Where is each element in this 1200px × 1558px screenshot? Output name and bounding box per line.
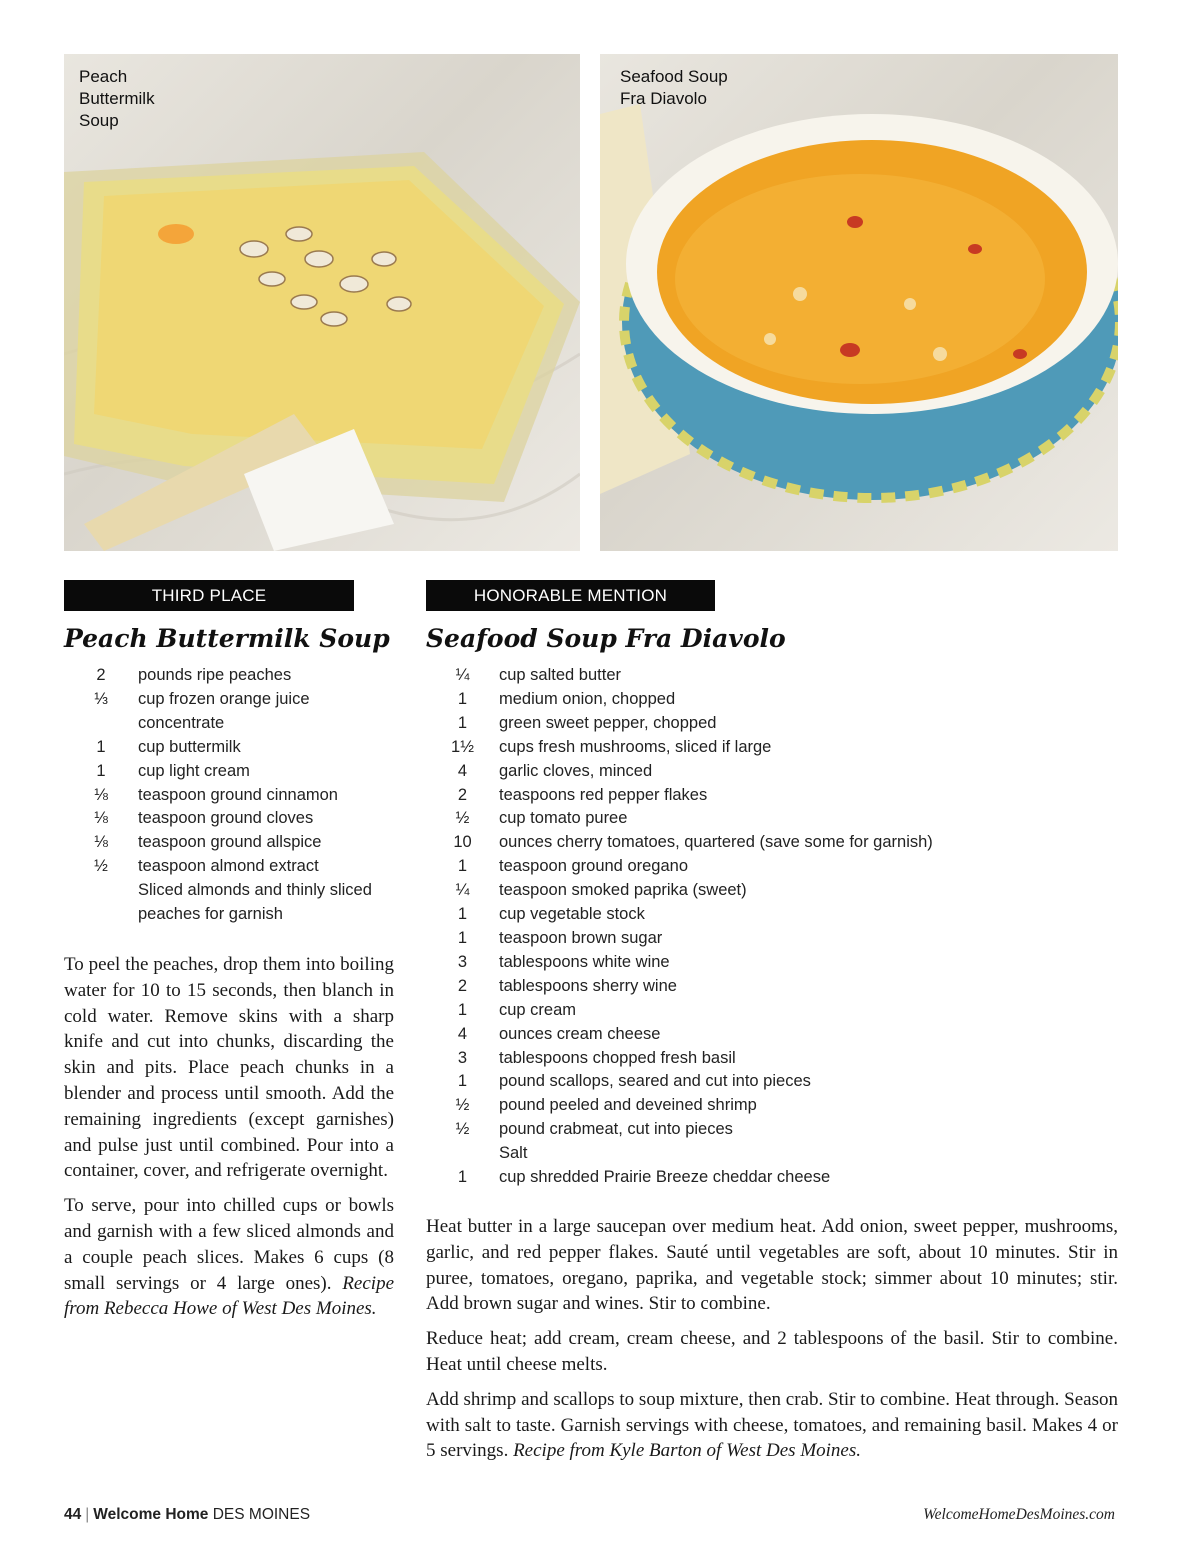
ingredient-row	[64, 831, 404, 855]
ingredient-qty: 1	[457, 1000, 468, 1019]
ingredient-qty: ½	[94, 857, 108, 876]
ingredient-qty: ⅛	[94, 809, 108, 828]
ingredient-row	[426, 1023, 1118, 1047]
ingredient-qty: ¼	[455, 881, 470, 900]
ingredient-row	[426, 855, 1118, 879]
ingredient-row	[64, 855, 404, 879]
ingredient-row	[64, 664, 404, 688]
ingredient-row	[426, 807, 1118, 831]
ingredient-row	[426, 712, 1118, 736]
ingredient-row	[426, 927, 1118, 951]
recipe-credit: Recipe from Kyle Barton of West Des Moines.	[513, 1440, 861, 1462]
ingredient-text: Sliced almonds and thinly sliced	[138, 881, 372, 900]
ingredient-text: garlic cloves, minced	[499, 761, 653, 780]
ingredient-text: teaspoon ground cloves	[138, 809, 314, 828]
serving-text: To serve, pour into chilled cups or bowls and garnish with a few sliced almonds and a couple peach slices. Makes 6 cups (8 small servings or 4 large ones).	[64, 1195, 394, 1294]
seafood-soup-illustration	[600, 54, 1118, 551]
ingredient-text: cup shredded Prairie Breeze cheddar cheese	[499, 1168, 831, 1187]
seafood-ingredient-list	[426, 664, 1118, 1190]
ingredient-text: cup buttermilk	[138, 737, 241, 756]
ingredient-row	[426, 1047, 1118, 1071]
peach-soup-photo	[64, 54, 580, 551]
ingredient-qty: ⅓	[94, 689, 108, 708]
ingredient-row	[426, 736, 1118, 760]
ingredient-row	[426, 1070, 1118, 1094]
ingredient-qty: 3	[457, 952, 468, 971]
ingredient-row	[64, 712, 404, 736]
ingredient-text: tablespoons sherry wine	[499, 976, 677, 995]
ingredient-row	[426, 999, 1118, 1023]
ingredient-row	[64, 903, 404, 927]
ingredient-text: teaspoon brown sugar	[499, 928, 663, 947]
ingredient-row	[426, 831, 1118, 855]
ingredient-qty	[64, 712, 138, 736]
ingredient-qty: ¼	[455, 666, 470, 684]
ingredient-qty: 1	[457, 857, 468, 876]
ingredient-qty: 1	[457, 1072, 468, 1091]
ingredient-text: teaspoon ground cinnamon	[138, 785, 338, 804]
ingredient-text: green sweet pepper, chopped	[499, 713, 717, 732]
peach-directions-paragraph	[64, 1193, 394, 1322]
ingredient-qty: ½	[455, 1096, 470, 1115]
ingredient-text: peaches for garnish	[138, 905, 283, 924]
ingredient-row	[64, 807, 404, 831]
ingredient-qty: ⅛	[94, 785, 108, 804]
peach-ingredient-list	[64, 664, 404, 927]
page-footer	[64, 1506, 310, 1524]
honorable-mention-ribbon: HONORABLE MENTION	[426, 580, 715, 611]
ingredient-row	[426, 784, 1118, 808]
ingredient-text: Salt	[499, 1144, 528, 1163]
magazine-city: DES MOINES	[212, 1506, 311, 1523]
ingredient-row	[64, 736, 404, 760]
seafood-directions-paragraph: Heat butter in a large saucepan over medium heat. Add onion, sweet pepper, mushrooms, garlic, and red pepper flakes. Sauté until vegetables are soft, about 10 minutes. Stir in puree, tomatoes, oregano, paprika, and vegetable stock; simmer about 10 minutes; stir. Add brown sugar and wines. Stir to combine.	[426, 1216, 1118, 1315]
ingredient-qty: ½	[455, 809, 470, 828]
ingredient-row	[426, 951, 1118, 975]
seafood-directions-paragraph	[426, 1387, 1118, 1464]
photo-caption-seafood: Seafood Soup Fra Diavolo	[620, 67, 728, 108]
ingredient-text: cup vegetable stock	[499, 905, 645, 924]
ingredient-text: tablespoons white wine	[499, 952, 670, 971]
ingredient-row	[64, 688, 404, 712]
ingredient-text: teaspoon ground allspice	[138, 833, 322, 852]
ingredient-qty: 4	[457, 761, 468, 780]
ingredient-text: ounces cream cheese	[499, 1024, 661, 1043]
ingredient-qty: 1	[457, 1168, 468, 1187]
ingredient-text: pound crabmeat, cut into pieces	[499, 1120, 733, 1139]
ingredient-qty	[64, 879, 138, 903]
third-place-ribbon: THIRD PLACE	[64, 580, 354, 611]
ingredient-text: cup light cream	[138, 761, 250, 780]
ingredient-qty: 1	[457, 689, 468, 708]
photo-caption-peach: Peach Buttermilk Soup	[79, 67, 155, 130]
ingredient-text: pound scallops, seared and cut into pieces	[499, 1072, 811, 1091]
ingredient-qty: 4	[457, 1024, 468, 1043]
ingredient-text: concentrate	[138, 713, 225, 732]
seafood-soup-photo	[600, 54, 1118, 551]
ingredient-row	[426, 1166, 1118, 1190]
ingredient-qty	[64, 903, 138, 927]
ingredient-qty: 1	[96, 761, 106, 780]
ingredient-row	[426, 1118, 1118, 1142]
ingredient-text: ounces cherry tomatoes, quartered (save some for garnish)	[499, 833, 933, 852]
ingredient-text: medium onion, chopped	[499, 689, 676, 708]
website-url: WelcomeHomeDesMoines.com	[923, 1506, 1115, 1523]
ingredient-row	[426, 1094, 1118, 1118]
ingredient-text: pound peeled and deveined shrimp	[499, 1096, 757, 1115]
ingredient-qty: 1	[457, 928, 468, 947]
ingredient-text: tablespoons chopped fresh basil	[499, 1048, 736, 1067]
ingredient-text: cup salted butter	[499, 666, 621, 684]
seafood-directions-paragraph: Reduce heat; add cream, cream cheese, and 2 tablespoons of the basil. Stir to combine. Heat until cheese melts.	[426, 1328, 1118, 1375]
recipe-credit: Recipe from Rebecca Howe of West Des Moines.	[64, 1272, 394, 1320]
ingredient-row	[64, 879, 404, 903]
ingredient-text: teaspoon smoked paprika (sweet)	[499, 881, 747, 900]
ingredient-qty: 2	[457, 976, 468, 995]
ingredient-qty: ⅛	[94, 833, 108, 852]
ingredient-qty: 10	[453, 833, 472, 852]
ingredient-qty	[426, 1142, 499, 1166]
ingredient-qty: 3	[457, 1048, 468, 1067]
page-number: 44	[64, 1506, 82, 1523]
ingredient-text: teaspoon ground oregano	[499, 857, 688, 876]
ingredient-text: cup frozen orange juice	[138, 689, 310, 708]
ingredient-qty: 1	[457, 713, 468, 732]
ingredient-row	[426, 975, 1118, 999]
ingredient-text: pounds ripe peaches	[138, 666, 292, 684]
ingredient-qty: 1	[96, 737, 106, 756]
ingredient-text: teaspoon almond extract	[138, 857, 319, 876]
ingredient-row	[426, 879, 1118, 903]
ingredient-text: cup cream	[499, 1000, 577, 1019]
ingredient-qty: 1	[457, 905, 468, 924]
ingredient-qty: 2	[96, 666, 106, 684]
ingredient-row	[64, 760, 404, 784]
ingredient-qty: 2	[457, 785, 468, 804]
ingredient-row	[64, 784, 404, 808]
ingredient-text: cups fresh mushrooms, sliced if large	[499, 737, 772, 756]
ingredient-row	[426, 664, 1118, 688]
ingredient-qty: ½	[455, 1120, 470, 1139]
ingredient-row	[426, 903, 1118, 927]
ingredient-row	[426, 688, 1118, 712]
peach-directions-paragraph: To peel the peaches, drop them into boiling water for 10 to 15 seconds, then blanch in cold water. Remove skins with a sharp knife and cut into chunks, discarding the skin and pits. Place peach chunks in a blender and process until smooth. Add the remaining ingredients (except garnishes) and pulse just until combined. Pour into a container, cover, and refrigerate overnight.	[64, 954, 394, 1182]
ingredient-qty: 1½	[451, 737, 474, 756]
seafood-soup-title: Seafood Soup Fra Diavolo	[426, 624, 786, 653]
magazine-brand: Welcome Home	[93, 1506, 209, 1523]
seafood-directions	[426, 1214, 1118, 1473]
ingredient-row	[426, 1142, 1118, 1166]
peach-soup-title: Peach Buttermilk Soup	[64, 624, 390, 653]
footer-separator: |	[85, 1506, 90, 1523]
ingredient-text: cup tomato puree	[499, 809, 628, 828]
peach-directions	[64, 952, 394, 1331]
ingredient-row	[426, 760, 1118, 784]
serving-text: Add shrimp and scallops to soup mixture, then crab. Stir to combine. Heat through. Season with salt to taste. Garnish servings with cheese, tomatoes, and remaining basil. Makes 4 or 5 servings.	[426, 1388, 1118, 1462]
ingredient-text: teaspoons red pepper flakes	[499, 785, 708, 804]
